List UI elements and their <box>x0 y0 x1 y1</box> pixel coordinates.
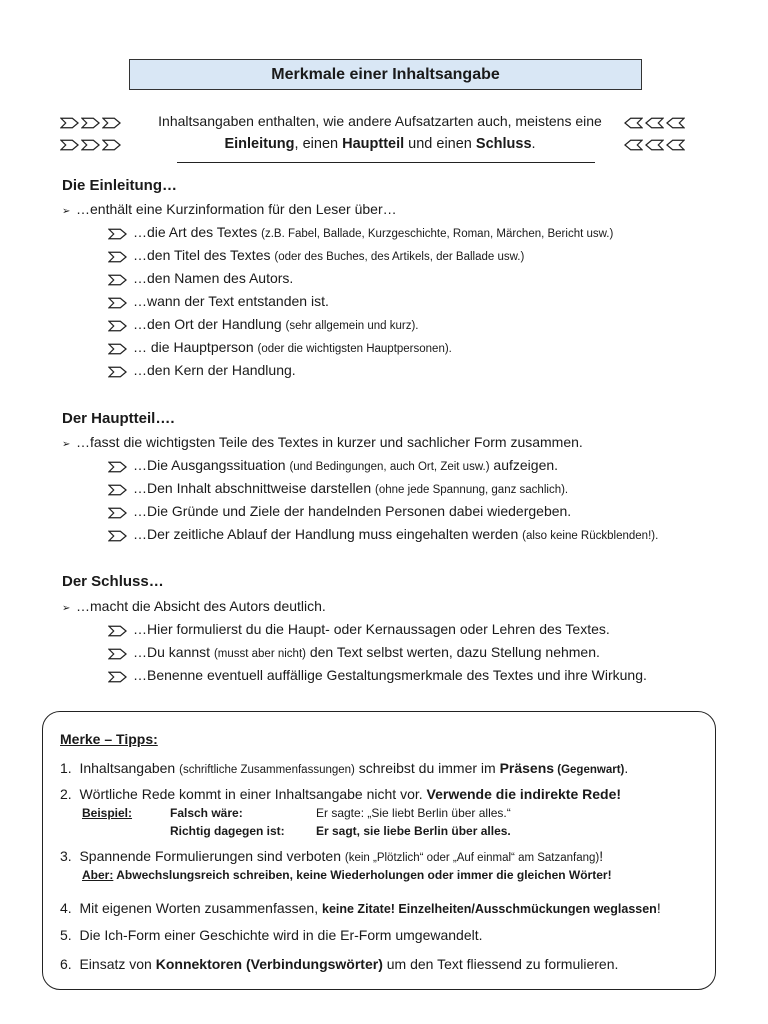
tip-text: Einsatz von <box>79 956 156 972</box>
tip-3 <box>60 848 603 864</box>
sub-item <box>108 224 613 240</box>
arrow-right-icon <box>108 530 127 542</box>
arrow-right-icon <box>108 648 127 660</box>
tip-bold: (Gegenwart) <box>554 764 625 776</box>
section-heading-schluss: Der Schluss… <box>62 573 164 590</box>
sub-item-tail: aufzeigen. <box>489 457 559 473</box>
arrow-right-icon <box>108 625 127 637</box>
intro-schluss: Schluss <box>475 136 532 152</box>
tip-number: 1. <box>60 760 72 776</box>
sub-item-tail: den Text selbst werten, dazu Stellung nehmen. <box>305 644 600 660</box>
tip-text: schreibst du immer im <box>354 760 500 776</box>
tip-text: Mit eigenen Worten zusammenfassen, <box>79 900 322 916</box>
sub-item <box>108 526 658 542</box>
sub-item-main: …Hier formulierst du die Haupt- oder Kernaussagen oder Lehren des Textes. <box>133 621 610 637</box>
intro-einleitung: Einleitung <box>224 136 295 152</box>
tip-4 <box>60 900 661 916</box>
arrow-left-group-icon <box>624 117 685 129</box>
sub-item <box>108 621 610 637</box>
sub-item-main: …den Namen des Autors. <box>133 270 294 286</box>
intro-line-1: Inhaltsangaben enthalten, wie andere Aufsatzarten auch, meistens eine <box>158 113 602 129</box>
sub-item <box>108 503 571 519</box>
arrow-right-icon <box>108 320 127 332</box>
arrow-right-icon <box>108 484 127 496</box>
sub-item <box>108 362 296 378</box>
intro-hauptteil: Hauptteil <box>342 136 405 152</box>
tip-number: 4. <box>60 900 72 916</box>
bullet-text: …enthält eine Kurzinformation für den Leser über… <box>76 201 397 217</box>
tip-bold: Präsens <box>499 760 555 776</box>
tip-2 <box>60 786 621 802</box>
tip-text: Inhaltsangaben <box>79 760 180 776</box>
sub-item-note: (oder die wichtigsten Hauptpersonen). <box>257 343 452 355</box>
tip-5 <box>60 927 483 943</box>
page-title: Merkmale einer Inhaltsangabe <box>129 59 642 90</box>
arrow-left-group-icon <box>624 139 685 151</box>
sub-item-note: (sehr allgemein und kurz). <box>285 320 419 332</box>
aber-text: Abwechslungsreich schreiben, keine Wiederholungen oder immer die gleichen Wörter! <box>113 868 612 882</box>
arrow-right-icon <box>108 343 127 355</box>
tip-number: 5. <box>60 927 72 943</box>
sub-item-main: …wann der Text entstanden ist. <box>133 293 329 309</box>
arrow-right-icon <box>108 251 127 263</box>
arrow-right-icon <box>108 274 127 286</box>
sub-item-main: …Der zeitliche Ablauf der Handlung muss eingehalten werden <box>133 526 523 542</box>
sub-item-main: …den Kern der Handlung. <box>133 362 296 378</box>
right-example: Er sagt, sie liebe Berlin über alles. <box>316 824 511 838</box>
intro-end: . <box>531 136 536 152</box>
sub-item <box>108 480 568 496</box>
sub-item-note: (oder des Buches, des Artikels, der Ballade usw.) <box>274 251 525 263</box>
tip-bold: Verwende die indirekte Rede! <box>426 786 622 802</box>
arrow-right-icon <box>108 461 127 473</box>
sub-item-main: …Benenne eventuell auffällige Gestaltungsmerkmale des Textes und ihre Wirkung. <box>133 667 647 683</box>
sub-item <box>108 457 558 473</box>
sub-item-main: …den Titel des Textes <box>133 247 275 263</box>
sub-item <box>108 293 329 309</box>
tip-note: (schriftliche Zusammenfassungen) <box>179 764 355 776</box>
tip-end: um den Text fliessend zu formulieren. <box>382 956 619 972</box>
sub-item <box>108 667 647 683</box>
aber-line <box>82 868 612 882</box>
intro-sep: , einen <box>294 136 343 152</box>
wrong-example: Er sagte: „Sie liebt Berlin über alles.“ <box>316 806 511 820</box>
sub-item-note: (ohne jede Spannung, ganz sachlich). <box>375 484 569 496</box>
sub-item-note: (und Bedingungen, auch Ort, Zeit usw.) <box>289 461 490 473</box>
tip-end: ! <box>599 848 604 864</box>
arrow-right-group-icon <box>60 139 121 151</box>
section-heading-hauptteil: Der Hauptteil…. <box>62 410 175 427</box>
sub-item-main: …den Ort der Handlung <box>133 316 286 332</box>
sub-item <box>108 339 452 355</box>
tip-number: 2. <box>60 786 72 802</box>
tip-end: . <box>624 760 629 776</box>
arrow-right-icon <box>108 507 127 519</box>
section-bullet: ➢ …fasst die wichtigsten Teile des Textes in kurzer und sachlicher Form zusammen. <box>62 434 583 450</box>
sub-item-main: …Den Inhalt abschnittweise darstellen <box>133 480 376 496</box>
section-bullet: ➢ …enthält eine Kurzinformation für den Leser über… <box>62 201 397 217</box>
sub-item-main: …die Art des Textes <box>133 224 262 240</box>
sub-item-note: (also keine Rückblenden!). <box>522 530 659 542</box>
wrong-label: Falsch wäre: <box>170 806 243 820</box>
arrow-right-icon <box>108 366 127 378</box>
tip-6 <box>60 956 618 972</box>
arrow-right-icon <box>108 671 127 683</box>
sub-item-note: (musst aber nicht) <box>213 648 306 660</box>
aber-label: Aber: <box>82 868 114 882</box>
intro-line-2 <box>130 136 630 152</box>
intro-sep: und einen <box>404 136 476 152</box>
sub-item-main: … die Hauptperson <box>133 339 258 355</box>
sub-item-note: (z.B. Fabel, Ballade, Kurzgeschichte, Roman, Märchen, Bericht usw.) <box>261 228 614 240</box>
right-label: Richtig dagegen ist: <box>170 824 285 838</box>
sub-item-main: …Die Gründe und Ziele der handelnden Personen dabei wiedergeben. <box>133 503 572 519</box>
sub-item <box>108 270 293 286</box>
tip-bold: Konnektoren (Verbindungswörter) <box>155 956 383 972</box>
tip-number: 6. <box>60 956 72 972</box>
bullet-text: …macht die Absicht des Autors deutlich. <box>76 598 326 614</box>
sub-item <box>108 247 524 263</box>
bullet-text: …fasst die wichtigsten Teile des Textes in kurzer und sachlicher Form zusammen. <box>76 434 583 450</box>
section-heading-einleitung: Die Einleitung… <box>62 177 178 194</box>
sub-item <box>108 316 418 332</box>
beispiel-label: Beispiel: <box>82 806 133 820</box>
section-bullet: ➢ …macht die Absicht des Autors deutlich. <box>62 598 326 614</box>
tip-end: ! <box>656 900 661 916</box>
tips-heading: Merke – Tipps: <box>60 731 158 747</box>
divider <box>177 162 595 163</box>
sub-item-main: …Die Ausgangssituation <box>133 457 290 473</box>
tip-text: Spannende Formulierungen sind verboten <box>79 848 345 864</box>
sub-item-main: …Du kannst <box>133 644 214 660</box>
tip-number: 3. <box>60 848 72 864</box>
arrow-right-icon <box>108 228 127 240</box>
tip-1 <box>60 760 628 776</box>
sub-item <box>108 644 600 660</box>
tip-text: Die Ich-Form einer Geschichte wird in die Er-Form umgewandelt. <box>79 927 483 943</box>
tip-bold: keine Zitate! Einzelheiten/Ausschmückungen weglassen <box>322 902 657 916</box>
arrow-right-group-icon <box>60 117 121 129</box>
arrow-right-icon <box>108 297 127 309</box>
tip-note: (kein „Plötzlich“ oder „Auf einmal“ am Satzanfang) <box>344 852 600 864</box>
tip-text: Wörtliche Rede kommt in einer Inhaltsangabe nicht vor. <box>79 786 427 802</box>
